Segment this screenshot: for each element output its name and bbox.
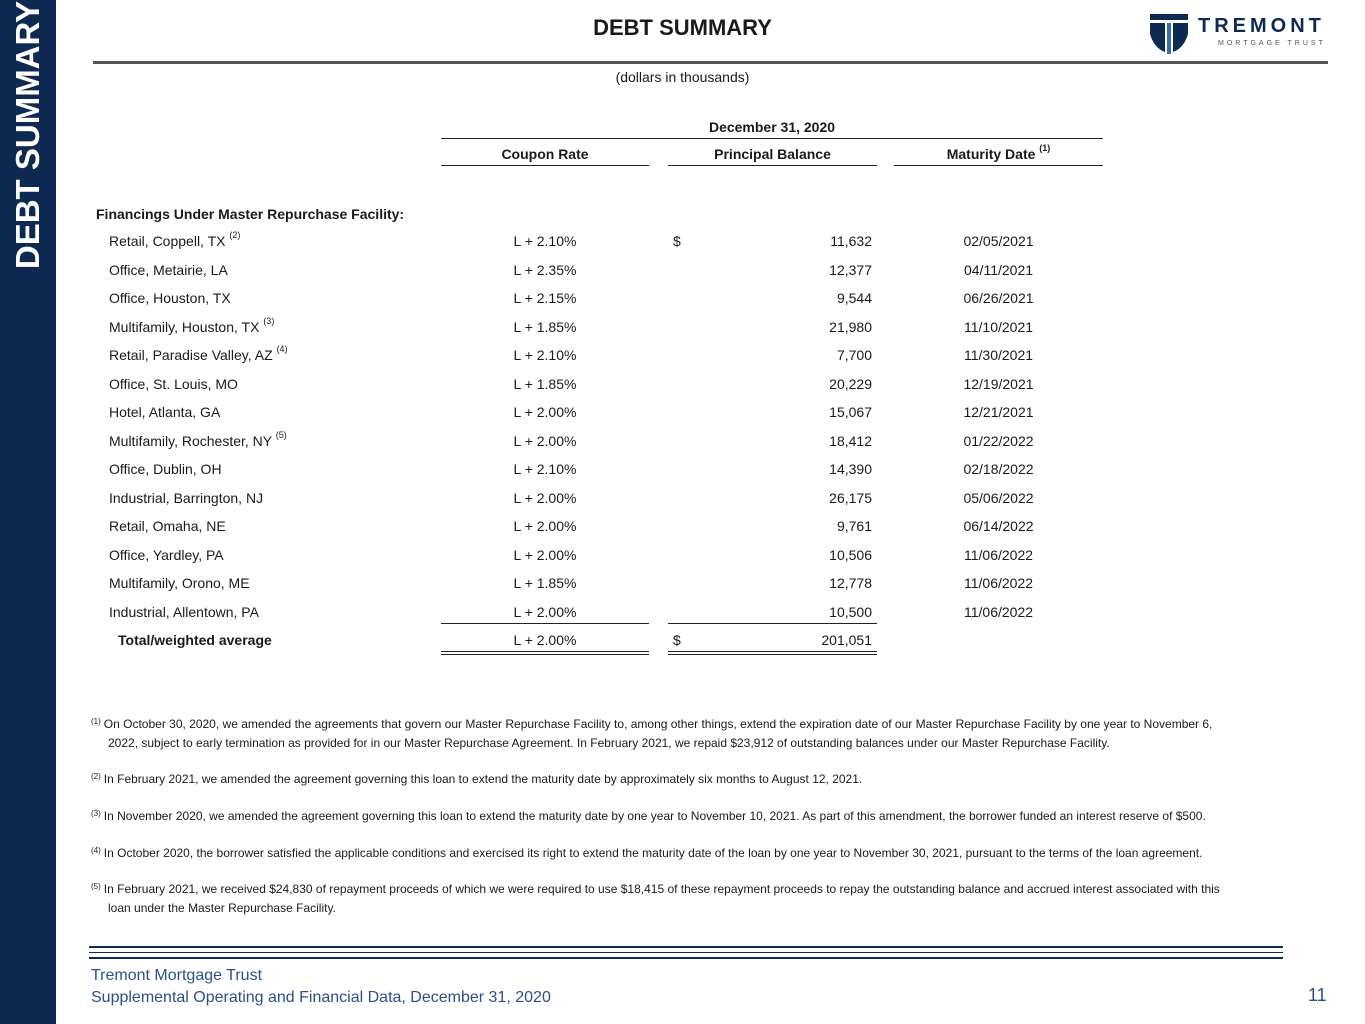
principal-balance: 9,761 xyxy=(836,518,872,534)
footnote-continuation: loan under the Master Repurchase Facility. xyxy=(108,901,336,915)
footnote-text: In February 2021, we amended the agreement governing this loan to extend the maturity date by approximately six months to August 12, 2021. xyxy=(103,772,863,786)
logo-wordmark: TREMONT xyxy=(1198,15,1325,37)
dollar-sign: $ xyxy=(673,233,681,249)
property-name xyxy=(109,315,275,335)
coupon-double-rule xyxy=(441,651,649,655)
property-name xyxy=(109,290,231,306)
page-number: 11 xyxy=(1308,985,1327,1005)
table-row xyxy=(0,490,1365,510)
table-row xyxy=(0,315,1365,339)
maturity-date: 12/19/2021 xyxy=(963,375,1034,392)
table-row xyxy=(0,461,1365,481)
coupon-rate: L + 2.10% xyxy=(513,233,577,249)
coupon-rate: L + 2.15% xyxy=(513,290,577,306)
property-label: Office, Metairie, LA xyxy=(109,261,228,278)
principal-balance: 12,778 xyxy=(829,575,872,591)
property-label: Office, Houston, TX xyxy=(109,290,231,306)
balance-column-header: Principal Balance xyxy=(714,146,831,162)
property-name xyxy=(109,404,220,420)
coupon-rate: L + 1.85% xyxy=(513,318,577,335)
property-name xyxy=(109,429,287,449)
principal-balance: 10,500 xyxy=(829,603,872,620)
property-label: Retail, Coppell, TX xyxy=(109,233,226,249)
footer-rule-bottom xyxy=(89,957,1283,959)
principal-balance: 11,632 xyxy=(830,233,872,249)
footnote xyxy=(91,770,1281,789)
property-name xyxy=(109,490,263,506)
footnote xyxy=(91,807,1281,826)
footnote-marker: (5) xyxy=(91,882,101,891)
table-row xyxy=(0,344,1365,367)
property-note: (4) xyxy=(276,344,288,354)
company-logo xyxy=(1148,12,1338,56)
footnote-continuation: 2022, subject to early termination as provided for in our Master Repurchase Agreement. In February 2021, we repaid $23,912 of outstanding balances under our Master Repurchase Facility. xyxy=(108,736,1110,750)
maturity-date: 01/22/2022 xyxy=(963,432,1034,449)
logo-mark-icon xyxy=(1148,12,1190,56)
coupon-rate: L + 2.10% xyxy=(513,461,577,477)
coupon-rate: L + 2.00% xyxy=(513,518,577,534)
table-row xyxy=(0,429,1365,453)
period-header-rule xyxy=(441,138,1103,139)
footnote-text: In November 2020, we amended the agreement governing this loan to extend the maturity date by one year to November 10, 2021. As part of this amendment, the borrower funded an interest reserve of $500. xyxy=(103,809,1206,823)
property-name xyxy=(109,376,238,392)
principal-balance: 15,067 xyxy=(829,404,872,420)
table-row xyxy=(0,404,1365,424)
total-coupon: L + 2.00% xyxy=(513,632,577,648)
maturity-date: 02/05/2021 xyxy=(963,233,1034,249)
footer-rule-middle xyxy=(89,952,1283,953)
maturity-date: 02/18/2022 xyxy=(963,461,1034,477)
footnote-text: In February 2021, we received $24,830 of repayment proceeds of which we were required to use $18,415 of these repayment proceeds to repay the outstanding balance and accrued interest associated with this xyxy=(103,882,1220,896)
coupon-rate: L + 2.00% xyxy=(513,432,577,449)
total-label: Total/weighted average xyxy=(118,632,272,648)
property-note: (2) xyxy=(229,230,241,240)
principal-balance: 12,377 xyxy=(829,261,872,278)
property-label: Industrial, Barrington, NJ xyxy=(109,489,264,506)
property-label: Multifamily, Orono, ME xyxy=(109,575,250,591)
property-label: Office, St. Louis, MO xyxy=(109,375,238,392)
coupon-total-rule xyxy=(441,623,649,624)
title-divider xyxy=(93,61,1328,64)
coupon-rate: L + 2.00% xyxy=(513,404,577,420)
property-label: Retail, Omaha, NE xyxy=(109,518,226,534)
maturity-date: 11/06/2022 xyxy=(963,575,1034,591)
coupon-rate: L + 2.00% xyxy=(513,489,577,506)
property-name xyxy=(109,262,228,278)
maturity-date: 04/11/2021 xyxy=(963,261,1034,278)
maturity-date: 11/10/2021 xyxy=(963,318,1034,335)
coupon-rate: L + 1.85% xyxy=(513,375,577,392)
table-row xyxy=(0,518,1365,538)
principal-balance: 14,390 xyxy=(829,461,872,477)
property-name xyxy=(109,230,241,249)
footnote-marker: (2) xyxy=(91,772,101,781)
units-note: (dollars in thousands) xyxy=(615,69,750,85)
property-label: Industrial, Allentown, PA xyxy=(109,603,259,620)
property-name xyxy=(109,461,222,477)
table-row xyxy=(0,230,1365,253)
coupon-rate: L + 2.35% xyxy=(513,261,577,278)
property-note: (3) xyxy=(263,315,275,326)
principal-balance: 20,229 xyxy=(829,375,872,392)
maturity-header-label: Maturity Date xyxy=(946,146,1036,162)
period-header: December 31, 2020 xyxy=(708,119,836,135)
footnote-text: On October 30, 2020, we amended the agreements that govern our Master Repurchase Facility to, among other things, extend the expiration date of our Master Repurchase Facility by one year to November 6, xyxy=(103,717,1213,731)
logo-subtitle: MORTGAGE TRUST xyxy=(1218,40,1326,47)
sidebar-title: DEBT SUMMARY xyxy=(9,0,46,270)
balance-total-rule xyxy=(668,623,877,624)
property-name xyxy=(109,604,259,620)
coupon-rate: L + 2.00% xyxy=(513,546,577,563)
balance-header-rule xyxy=(668,165,877,166)
principal-balance: 26,175 xyxy=(829,489,872,506)
maturity-date: 11/30/2021 xyxy=(963,347,1034,363)
maturity-column-header xyxy=(894,143,1103,162)
coupon-header-rule xyxy=(441,165,649,166)
principal-balance: 18,412 xyxy=(829,432,872,449)
footnote-marker: (1) xyxy=(91,717,101,726)
coupon-rate: L + 1.85% xyxy=(513,575,577,591)
property-name xyxy=(109,547,224,563)
property-label: Hotel, Atlanta, GA xyxy=(109,404,221,420)
table-row xyxy=(0,604,1365,624)
footer-rule-top xyxy=(89,946,1283,948)
footnote xyxy=(91,880,1281,918)
property-name xyxy=(109,575,250,591)
table-row xyxy=(0,547,1365,567)
table-row xyxy=(0,290,1365,310)
property-label: Multifamily, Houston, TX xyxy=(109,318,260,335)
principal-balance: 7,700 xyxy=(836,347,872,363)
footnote-marker: (3) xyxy=(91,809,101,818)
principal-balance: 21,980 xyxy=(829,318,872,335)
property-label: Multifamily, Rochester, NY xyxy=(109,432,272,449)
total-balance: 201,051 xyxy=(821,632,872,648)
section-label: Financings Under Master Repurchase Facility: xyxy=(96,206,405,222)
footnote xyxy=(91,844,1281,863)
table-row xyxy=(0,262,1365,282)
page-title: DEBT SUMMARY xyxy=(593,15,772,40)
property-name xyxy=(109,344,288,363)
property-name xyxy=(109,518,226,534)
property-label: Retail, Paradise Valley, AZ xyxy=(109,347,273,363)
maturity-header-rule xyxy=(894,165,1103,166)
maturity-date: 05/06/2022 xyxy=(963,489,1034,506)
footnote-text: In October 2020, the borrower satisfied the applicable conditions and exercised its right to extend the maturity date of the loan by one year to November 30, 2021, pursuant to the terms of the loan agreement. xyxy=(103,846,1203,860)
coupon-rate: L + 2.00% xyxy=(513,603,577,620)
maturity-date: 06/14/2022 xyxy=(963,518,1034,534)
principal-balance: 9,544 xyxy=(836,290,872,306)
principal-balance: 10,506 xyxy=(829,546,872,563)
footer-subtitle: Supplemental Operating and Financial Data, December 31, 2020 xyxy=(91,989,551,1006)
footnote-marker: (4) xyxy=(91,846,101,855)
maturity-date: 06/26/2021 xyxy=(963,290,1034,306)
sidebar-band xyxy=(0,0,56,1024)
footer-company: Tremont Mortgage Trust xyxy=(91,967,263,984)
table-row xyxy=(0,376,1365,396)
footnote xyxy=(91,715,1281,753)
total-row xyxy=(0,632,1365,652)
property-label: Office, Dublin, OH xyxy=(109,461,222,477)
maturity-date: 12/21/2021 xyxy=(963,404,1034,420)
balance-double-rule xyxy=(668,651,877,655)
coupon-rate: L + 2.10% xyxy=(513,347,577,363)
property-label: Office, Yardley, PA xyxy=(109,546,224,563)
maturity-date: 11/06/2022 xyxy=(963,546,1034,563)
table-row xyxy=(0,575,1365,595)
maturity-header-note: (1) xyxy=(1039,143,1051,153)
property-note: (5) xyxy=(275,429,287,440)
total-dollar-sign: $ xyxy=(673,632,681,648)
maturity-date: 11/06/2022 xyxy=(963,603,1034,620)
coupon-column-header: Coupon Rate xyxy=(501,146,589,162)
